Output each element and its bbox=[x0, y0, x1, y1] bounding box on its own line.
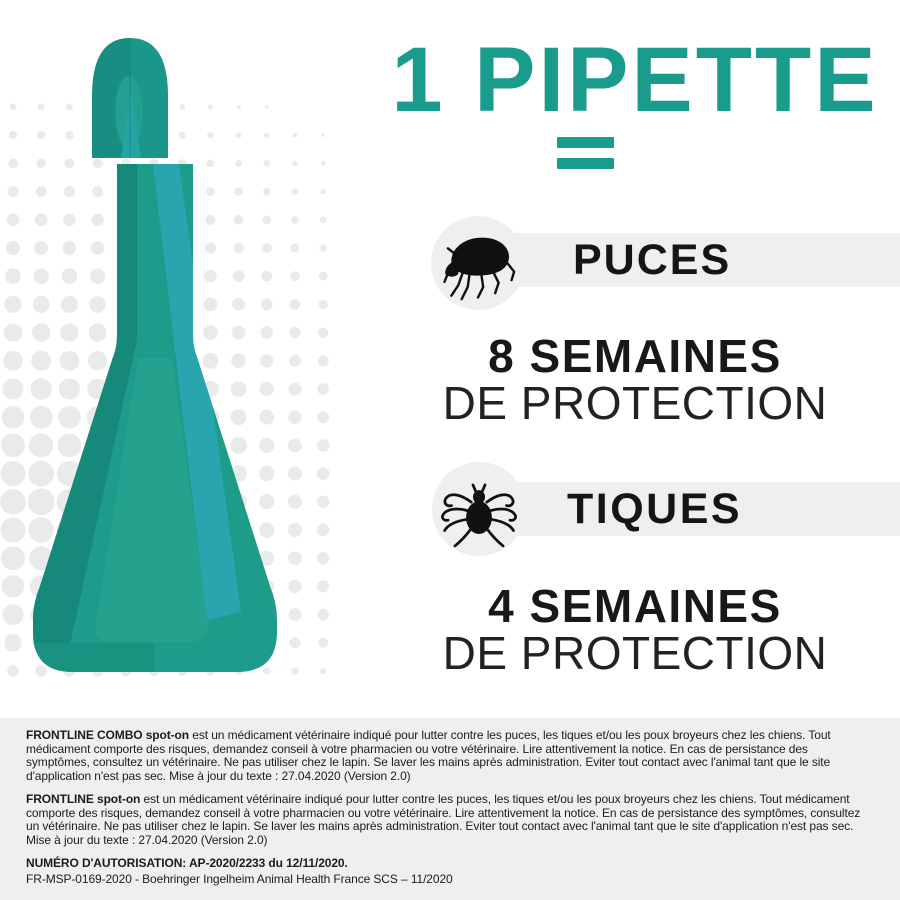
flea-icon bbox=[435, 220, 521, 306]
puces-duration-sub: DE PROTECTION bbox=[442, 377, 828, 429]
authorization-number: NUMÉRO D'AUTORISATION: AP-2020/2233 du 12/11/2020. bbox=[26, 856, 348, 870]
legal-paragraph-combo bbox=[26, 729, 874, 783]
legal-paragraph-combo-lead: FRONTLINE COMBO spot-on bbox=[26, 728, 190, 742]
puces-duration: 8 SEMAINES bbox=[488, 330, 782, 382]
pipette-illustration bbox=[0, 0, 340, 720]
legal-footer bbox=[0, 718, 900, 900]
equals-sign bbox=[557, 137, 614, 169]
equals-bar-top bbox=[557, 137, 614, 148]
legal-paragraph-spoton bbox=[26, 793, 874, 847]
pipette-cap bbox=[92, 38, 168, 158]
puces-label: PUCES bbox=[573, 235, 732, 284]
tiques-label-bar bbox=[479, 482, 900, 536]
legal-paragraph-spoton-text: est un médicament vétérinaire indiqué pour lutter contre les puces, les tiques et/ou les poux broyeurs chez les chiens. Tout médicament comporte des risques, demandez conseil à votre pharmacien ou votre vétérinaire. Lire attentivement la notice. En cas de persistance des symptômes, consultez un vétérinaire. Ne pas utiliser chez le lapin. Se laver les mains après administration. Eviter tout contact avec l'animal tant que le site d'application n'est pas sec. Mise à jour du texte : 27.04.2020 (Version 2.0) bbox=[26, 792, 861, 847]
legal-paragraph-spoton-lead: FRONTLINE spot-on bbox=[26, 792, 141, 806]
tiques-label: TIQUES bbox=[567, 484, 743, 533]
equals-bar-bottom bbox=[557, 158, 614, 169]
flea-icon-circle bbox=[431, 216, 525, 310]
tick-icon-circle bbox=[432, 462, 526, 556]
headline-title: 1 PIPETTE bbox=[391, 29, 879, 131]
puces-label-bar bbox=[478, 233, 900, 287]
tick-icon bbox=[436, 466, 522, 552]
tiques-duration-sub: DE PROTECTION bbox=[442, 627, 828, 679]
reference-line: FR-MSP-0169-2020 - Boehringer Ingelheim Animal Health France SCS – 11/2020 bbox=[26, 871, 453, 886]
tiques-duration: 4 SEMAINES bbox=[488, 580, 782, 632]
pipette-body bbox=[33, 164, 277, 672]
legal-paragraph-combo-text: est un médicament vétérinaire indiqué pour lutter contre les puces, les tiques et/ou les poux broyeurs chez les chiens. Tout médicament comporte des risques, demandez conseil à votre pharmacien ou votre vétérinaire. Lire attentivement la notice. En cas de persistance des symptômes, consultez un vétérinaire. Ne pas utiliser chez le lapin. Se laver les mains après administration. Eviter tout contact avec l'animal tant que le site d'application n'est pas sec. Mise à jour du texte : 27.04.2020 (Version 2.0) bbox=[26, 728, 831, 783]
